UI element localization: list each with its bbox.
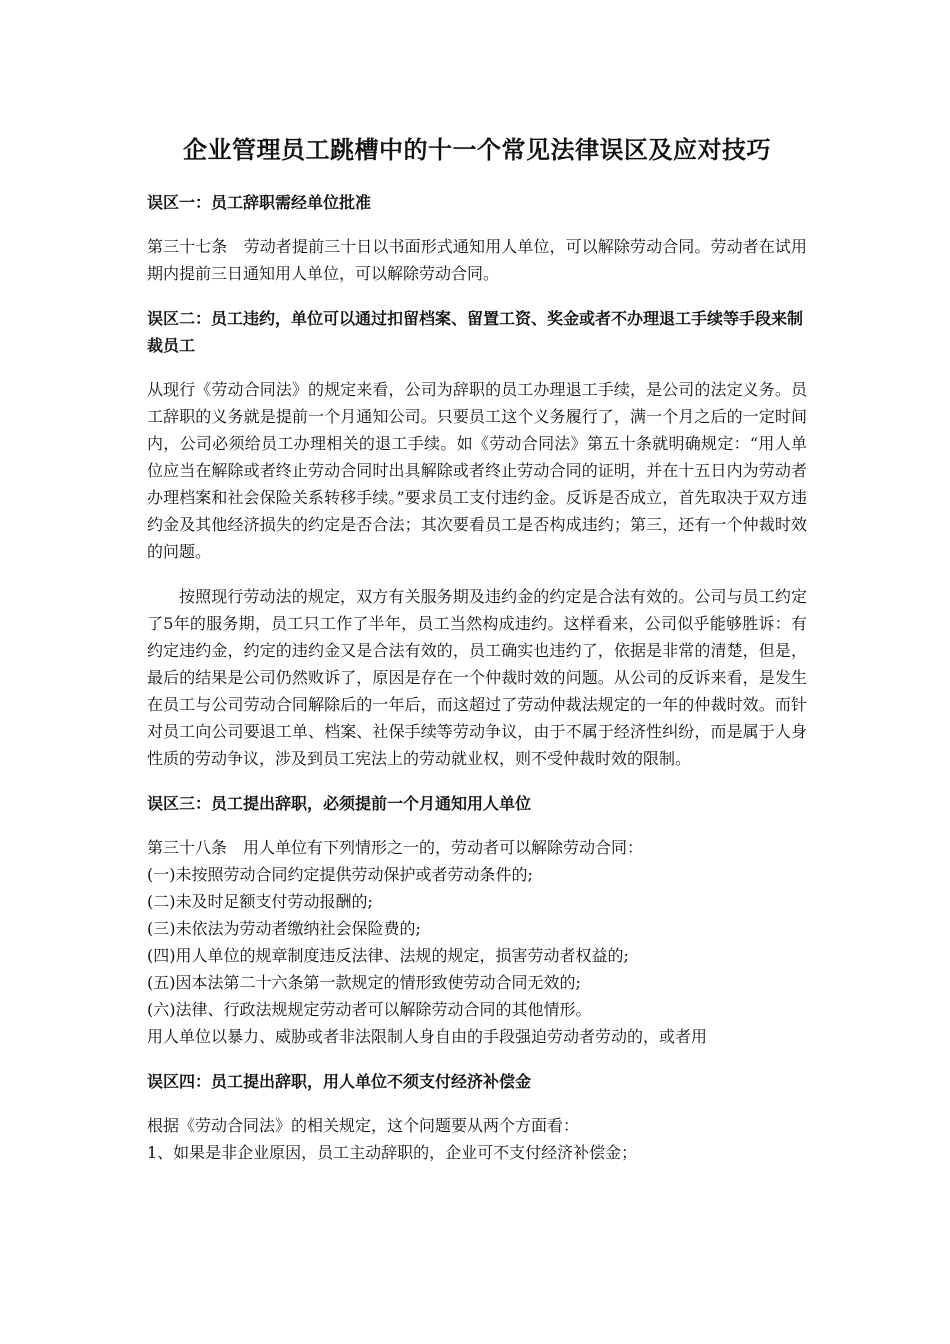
article-line: 第三十八条 用人单位有下列情形之一的，劳动者可以解除劳动合同： (147, 838, 644, 857)
section-2-paragraph-2: 按照现行劳动法的规定，双方有关服务期及违约金的约定是合法有效的。公司与员工约定了5年的服务期，员工只工作了半年，员工当然构成违约。这样看来，公司似乎能够胜诉：有约定违约金，约定的违约金又是合法有效的，员工确实也违约了，依据是非常的清楚，但是，最后的结果是公司仍然败诉了，原因是存在一个仲裁时效的问题。从公司的反诉来看，是发生在员工与公司劳动合同解除后的一年后，而这超过了劳动仲裁法规定的一年的仲裁时效。而针对员工向公司要退工单、档案、社保手续等劳动争议，由于不属于经济性纠纷，而是属于人身性质的劳动争议，涉及到员工宪法上的劳动就业权，则不受仲裁时效的限制。 (147, 587, 807, 768)
document-body (147, 128, 807, 1184)
section-4-text (147, 1112, 807, 1166)
article-line: (二)未及时足额支付劳动报酬的; (147, 892, 373, 911)
article-line: 用人单位以暴力、威胁或者非法限制人身自由的手段强迫劳动者劳动的，或者用 (147, 1027, 708, 1046)
section-3-heading: 误区三：员工提出辞职，必须提前一个月通知用人单位 (147, 794, 532, 813)
article-line: (六)法律、行政法规规定劳动者可以解除劳动合同的其他情形。 (147, 1000, 592, 1019)
text-line: 根据《劳动合同法》的相关规定，这个问题要从两个方面看： (147, 1116, 580, 1135)
section-2-paragraph-1: 从现行《劳动合同法》的规定来看，公司为辞职的员工办理退工手续，是公司的法定义务。员工辞职的义务就是提前一个月通知公司。只要员工这个义务履行了，满一个月之后的一定时间内，公司必须给员工办理相关的退工手续。如《劳动合同法》第五十条就明确规定：“用人单位应当在解除或者终止劳动合同时出具解除或者终止劳动合同的证明，并在十五日内为劳动者办理档案和社会保险关系转移手续。”要求员工支付违约金。反诉是否成立，首先取决于双方违约金及其他经济损失的约定是否合法；其次要看员工是否构成违约；第三，还有一个仲裁时效的问题。 (147, 380, 807, 561)
document-title: 企业管理员工跳槽中的十一个常见法律误区及应对技巧 (183, 136, 771, 164)
text-line: 1、如果是非企业原因，员工主动辞职的，企业可不支付经济补偿金； (147, 1143, 638, 1162)
article-line: (四)用人单位的规章制度违反法律、法规的规定，损害劳动者权益的; (147, 946, 629, 965)
section-1-heading: 误区一：员工辞职需经单位批准 (147, 193, 372, 212)
section-1-paragraph: 第三十七条 劳动者提前三十日以书面形式通知用人单位，可以解除劳动合同。劳动者在试用期内提前三日通知用人单位，可以解除劳动合同。 (147, 237, 807, 283)
article-line: (三)未依法为劳动者缴纳社会保险费的; (147, 919, 421, 938)
section-3-article-list (147, 834, 807, 1050)
article-line: (一)未按照劳动合同约定提供劳动保护或者劳动条件的; (147, 865, 533, 884)
section-2-heading: 误区二：员工违约，单位可以通过扣留档案、留置工资、奖金或者不办理退工手续等手段来制裁员工 (147, 309, 804, 355)
article-line: (五)因本法第二十六条第一款规定的情形致使劳动合同无效的; (147, 973, 581, 992)
section-4-heading: 误区四：员工提出辞职，用人单位不须支付经济补偿金 (147, 1072, 532, 1091)
